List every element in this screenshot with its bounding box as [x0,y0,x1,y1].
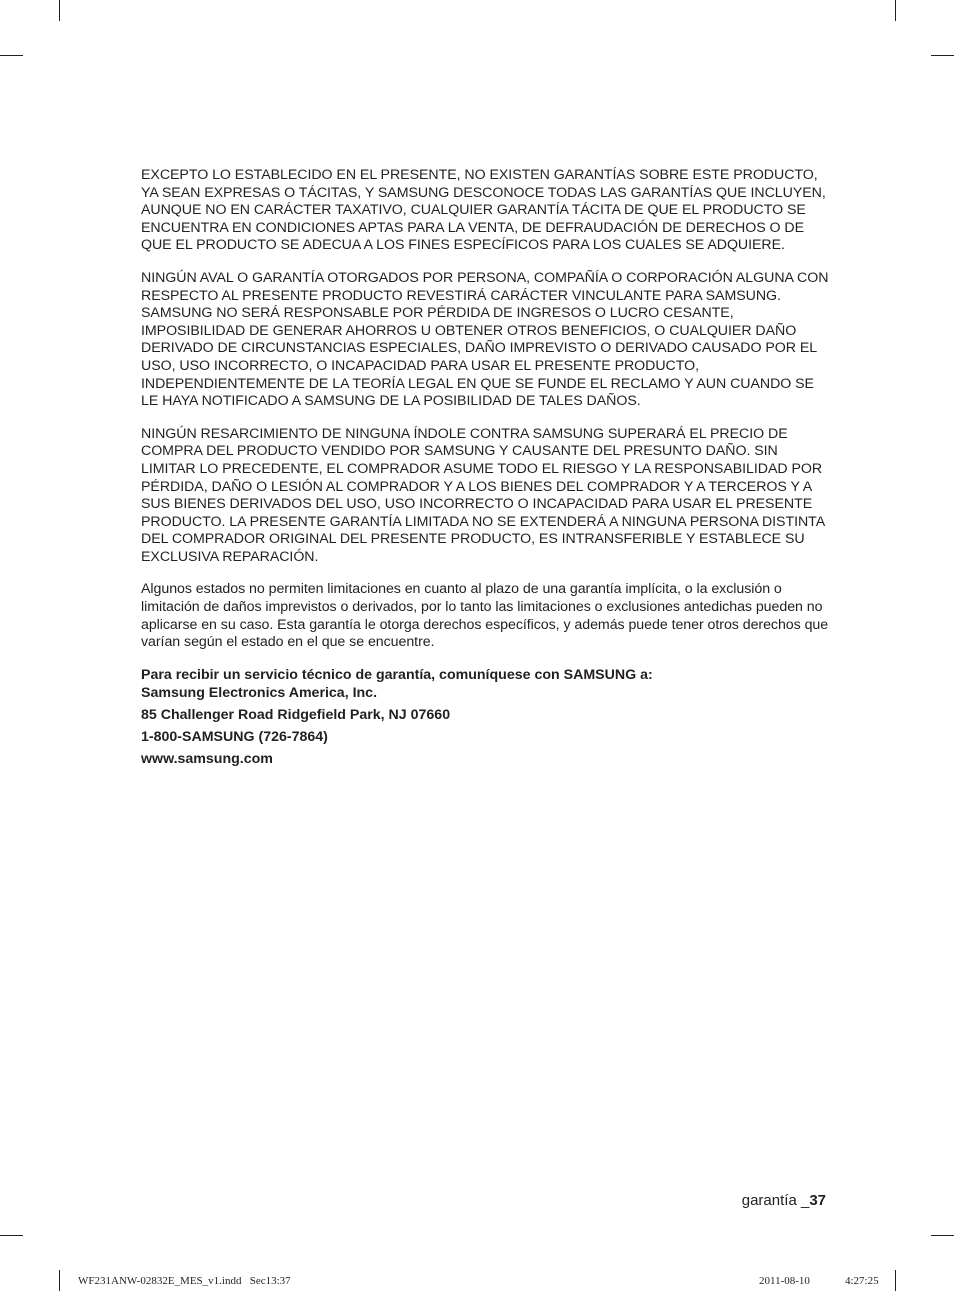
crop-mark-top-left-vertical [59,0,60,21]
crop-mark-top-right-vertical [895,0,896,21]
footer-section-label: garantía _ [741,1192,810,1209]
slug-file: WF231ANW-02832E_MES_v1.indd Sec13:37 [78,1275,291,1287]
contact-website[interactable]: www.samsung.com [141,750,273,767]
disclaimer-paragraph-3: NINGÚN RESARCIMIENTO DE NINGUNA ÍNDOLE CONTRA SAMSUNG SUPERARÁ EL PRECIO DE COMPRA DEL PRODUCTO VENDIDO POR SAMSUNG Y CAUSANTE DEL PRESUNTO DAÑO. SIN LIMITAR LO PRECEDENTE, EL COMPRADOR ASUME TODO EL RIESGO Y LA RESPONSABILIDAD POR PÉRDIDA, DAÑO O LESIÓN AL COMPRADOR Y A LOS BIENES DEL COMPRADOR Y A TERCEROS Y A SUS BIENES DERIVADOS DEL USO, USO INCORRECTO O INCAPACIDAD PARA USAR EL PRESENTE PRODUCTO. LA PRESENTE GARANTÍA LIMITADA NO SE EXTENDERÁ A NINGUNA PERSONA DISTINTA DEL COMPRADOR ORIGINAL DEL PRESENTE PRODUCTO, ES INTRANSFERIBLE Y ESTABLECE SU EXCLUSIVA REPARACIÓN. [141,425,825,565]
crop-mark-top-right-horizontal [931,55,954,56]
contact-phone: 1-800-SAMSUNG (726-7864) [141,728,328,745]
state-rights-paragraph: Algunos estados no permiten limitaciones en cuanto al plazo de una garantía implícita, o la exclusión o limitación de daños imprevistos o derivados, por lo tanto las limitaciones o exclusiones antedichas pueden no aplicarse en su caso. Esta garantía le otorga derechos específicos, y además puede tener otros derechos que varían según el estado en el que se encuentre. [141,581,829,651]
crop-mark-bottom-right-vertical [895,1270,896,1291]
contact-company: Samsung Electronics America, Inc. [141,684,378,701]
contact-intro: Para recibir un servicio técnico de garantía, comuníquese con SAMSUNG a: [141,666,653,683]
crop-mark-bottom-right-horizontal [931,1235,954,1236]
page-footer [742,1192,826,1209]
disclaimer-paragraph-1: EXCEPTO LO ESTABLECIDO EN EL PRESENTE, NO EXISTEN GARANTÍAS SOBRE ESTE PRODUCTO, YA SEAN EXPRESAS O TÁCITAS, Y SAMSUNG DESCONOCE TODAS LAS GARANTÍAS QUE INCLUYEN, AUNQUE NO EN CARÁCTER TAXATIVO, CUALQUIER GARANTÍA TÁCITA DE QUE EL PRODUCTO SE ENCUENTRA EN CONDICIONES APTAS PARA LA VENTA, DE DEFRAUDACIÓN DE DERECHOS O DE QUE EL PRODUCTO SE ADECUA A LOS FINES ESPECÍFICOS PARA LOS CUALES SE ADQUIERE. [141,167,826,254]
crop-mark-bottom-left-horizontal [0,1235,23,1236]
crop-mark-bottom-left-vertical [59,1270,60,1291]
contact-address: 85 Challenger Road Ridgefield Park, NJ 07660 [141,706,451,723]
page-number: 37 [809,1192,826,1209]
slug-date: 2011-08-10 [759,1275,810,1287]
slug-time: 4:27:25 [845,1275,879,1287]
disclaimer-paragraph-2: NINGÚN AVAL O GARANTÍA OTORGADOS POR PERSONA, COMPAÑÍA O CORPORACIÓN ALGUNA CON RESPECTO AL PRESENTE PRODUCTO REVESTIRÁ CARÁCTER VINCULANTE PARA SAMSUNG. SAMSUNG NO SERÁ RESPONSABLE POR PÉRDIDA DE INGRESOS O LUCRO CESANTE, IMPOSIBILIDAD DE GENERAR AHORROS U OBTENER OTROS BENEFICIOS, O CUALQUIER DAÑO DERIVADO DE CIRCUNSTANCIAS ESPECIALES, DAÑO IMPREVISTO O DERIVADO CAUSADO POR EL USO, USO INCORRECTO, O INCAPACIDAD PARA USAR EL PRESENTE PRODUCTO, INDEPENDIENTEMENTE DE LA TEORÍA LEGAL EN QUE SE FUNDE EL RECLAMO Y AUN CUANDO SE LE HAYA NOTIFICADO A SAMSUNG DE LA POSIBILIDAD DE TALES DAÑOS. [141,269,829,410]
crop-mark-top-left-horizontal [0,55,23,56]
warranty-content [141,167,831,768]
